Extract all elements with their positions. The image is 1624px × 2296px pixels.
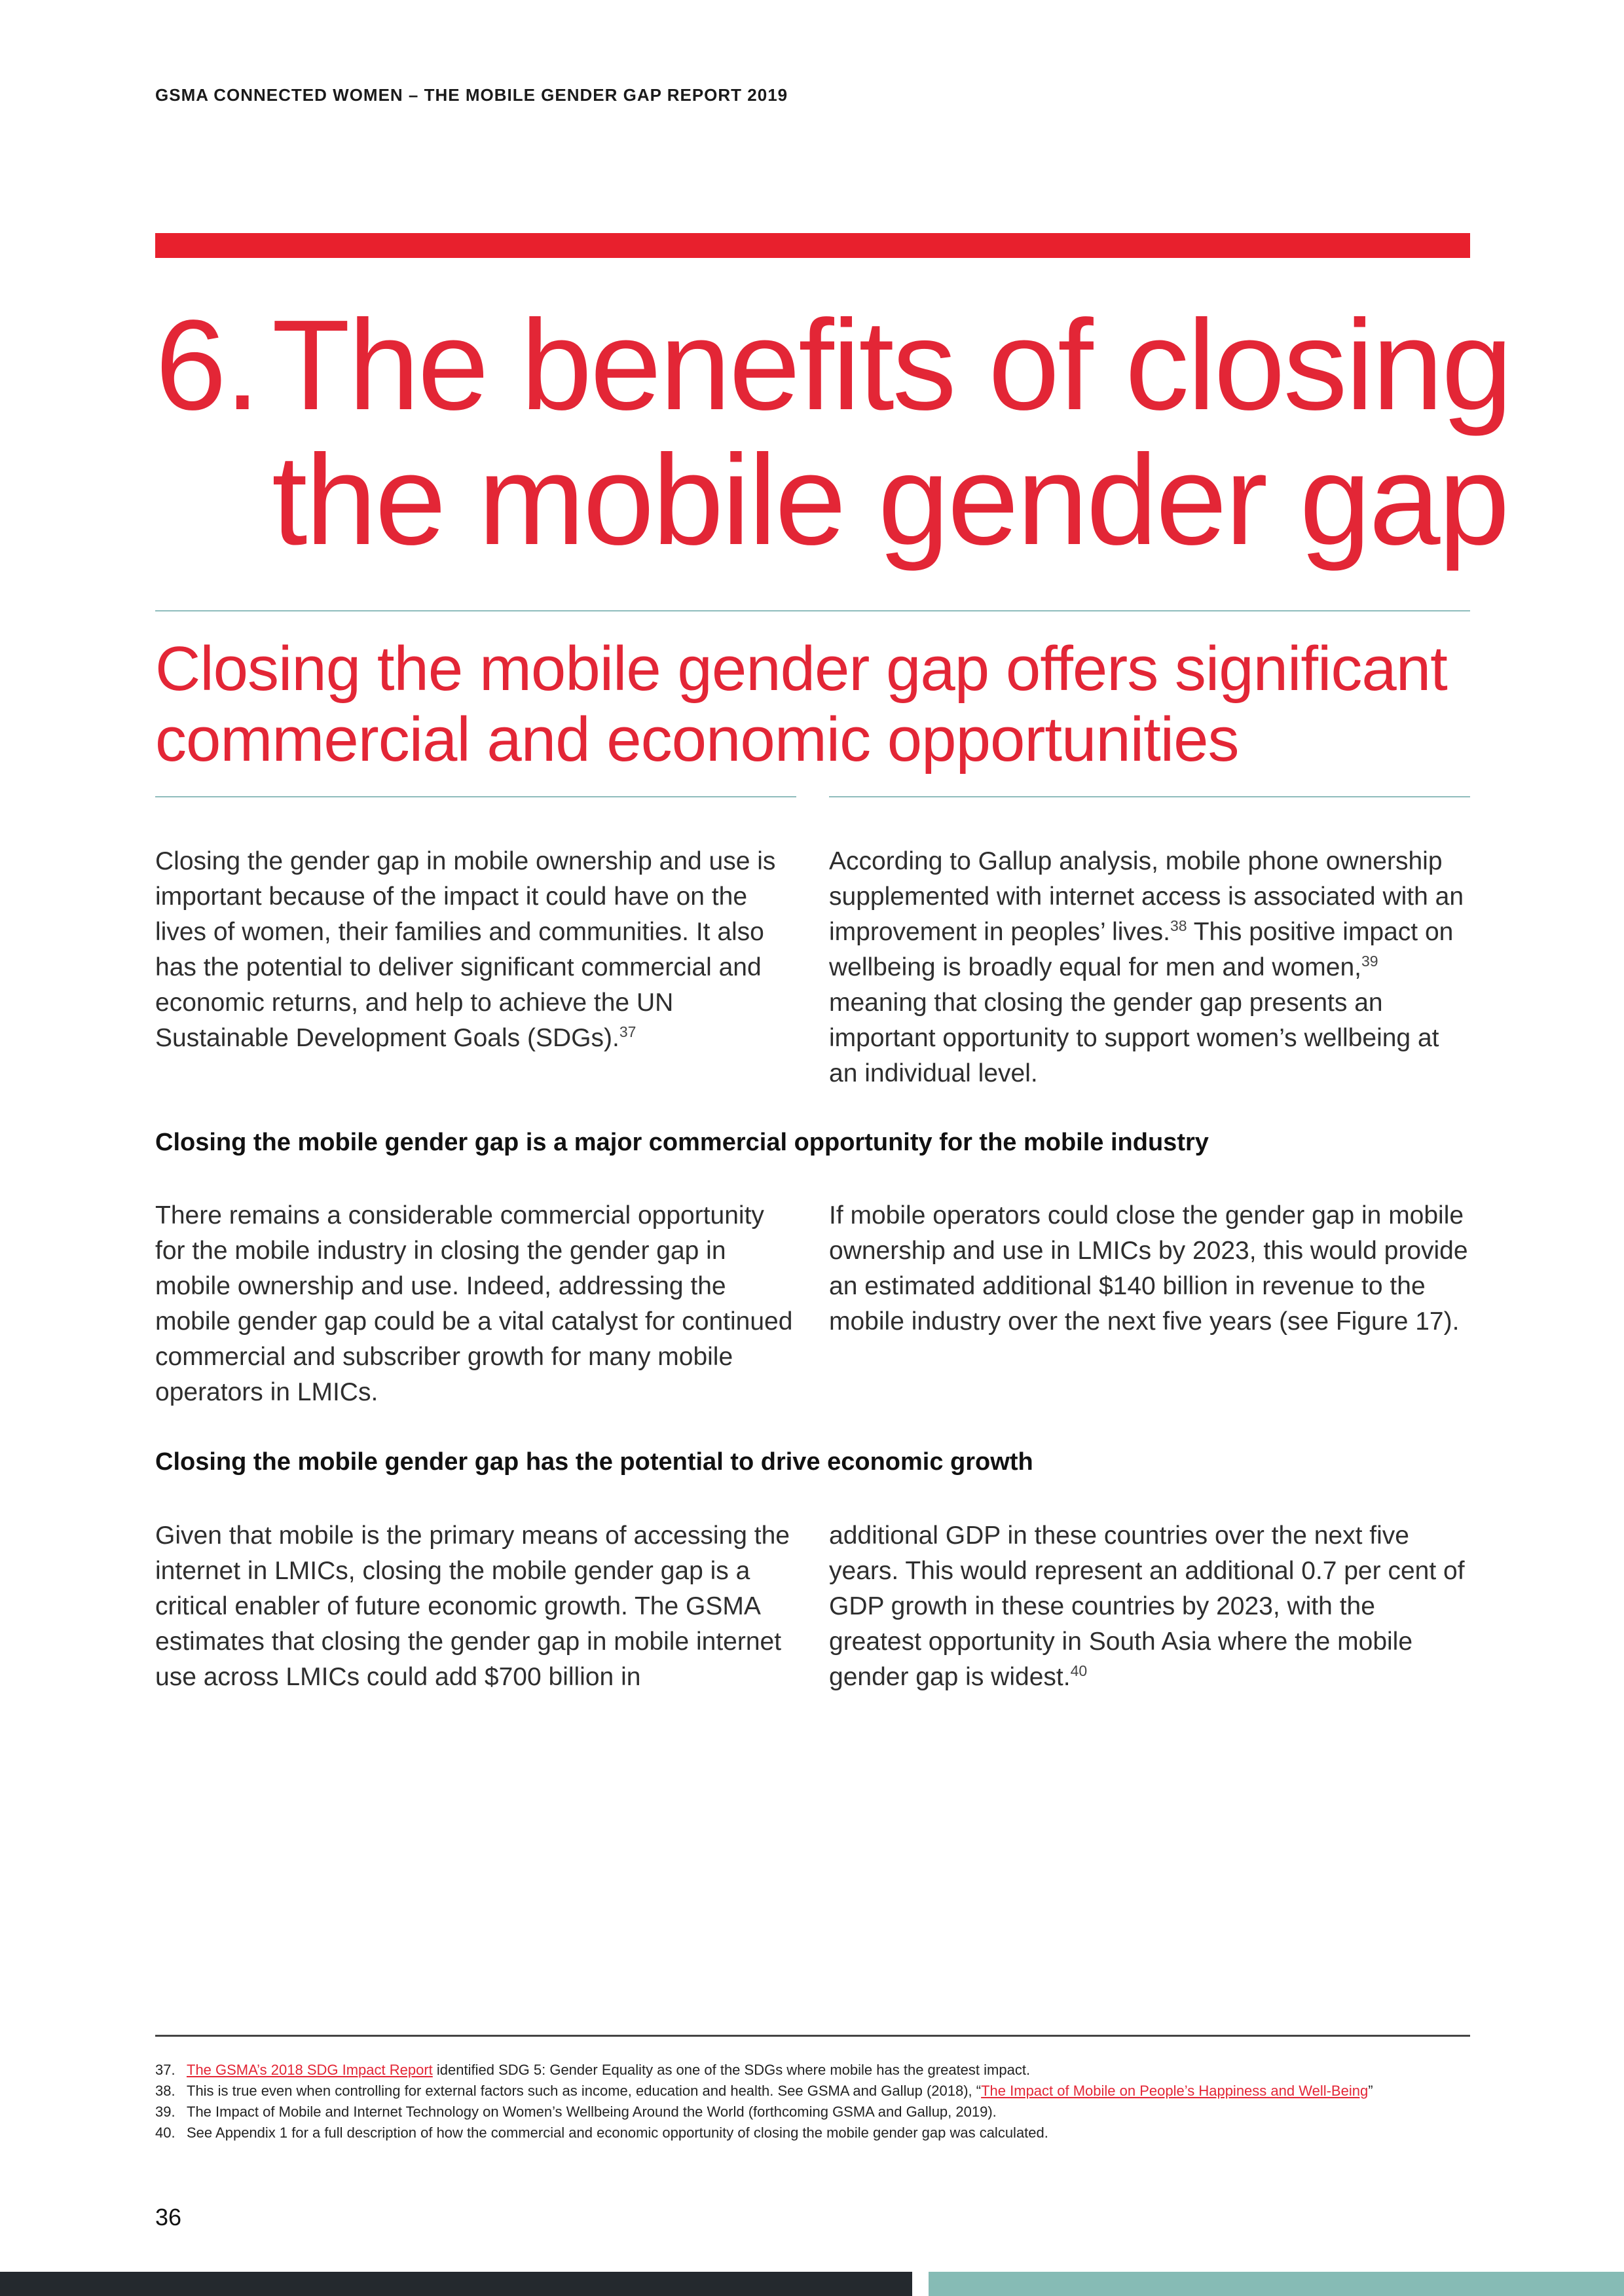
- footnote-text: identified SDG 5: Gender Equality as one of the SDGs where mobile has the greatest impact.: [432, 2062, 1031, 2078]
- intro-right-text-3: meaning that closing the gender gap presents an important opportunity to support women’s wellbeing at an individual level.: [829, 989, 1439, 1087]
- footnote-number: 37.: [155, 2062, 175, 2078]
- footnote-37: [155, 2060, 1491, 2081]
- footnote-ref-37[interactable]: 37: [619, 1023, 637, 1040]
- footnote-link-happiness-report[interactable]: The Impact of Mobile on People’s Happiness and Well-Being: [981, 2083, 1369, 2099]
- subtitle-top-rule: [155, 610, 1470, 611]
- footer-bar-dark: [0, 2272, 912, 2296]
- chapter-number: 6.: [155, 293, 259, 437]
- chapter-accent-bar: [155, 233, 1470, 258]
- footnote-text: The Impact of Mobile and Internet Technology on Women’s Wellbeing Around the World (forthcoming GSMA and Gallup, 2019).: [187, 2104, 997, 2120]
- intro-right-text-2: This positive impact on wellbeing is broadly equal for men and women,: [829, 918, 1454, 981]
- commercial-section-heading: Closing the mobile gender gap is a major commercial opportunity for the mobile industry: [155, 1129, 1209, 1156]
- footnote-text: This is true even when controlling for external factors such as income, education and health. See GSMA and Gallup (2018), “: [187, 2083, 982, 2099]
- economic-left-paragraph: Given that mobile is the primary means of accessing the internet in LMICs, closing the mobile gender gap is a critical enabler of future economic growth. The GSMA estimates that closing the gender gap in mobile internet use across LMICs could add $700 billion in: [155, 1522, 790, 1691]
- section-subtitle: [155, 634, 1485, 775]
- intro-left-paragraph: [155, 844, 797, 1056]
- intro-right-paragraph: [829, 844, 1471, 1091]
- subtitle-line-1: Closing the mobile gender gap offers significant: [155, 634, 1447, 704]
- economic-section-heading: Closing the mobile gender gap has the potential to drive economic growth: [155, 1448, 1033, 1476]
- commercial-right-paragraph: If mobile operators could close the gender gap in mobile ownership and use in LMICs by 2023, this would provide an estimated additional $140 billion in revenue to the mobile industry over the next five years (see Figure 17).: [829, 1201, 1468, 1336]
- footnotes: [155, 2060, 1491, 2143]
- page-number: 36: [155, 2204, 182, 2231]
- running-header: GSMA CONNECTED WOMEN – THE MOBILE GENDER GAP REPORT 2019: [155, 85, 788, 105]
- footnote-text-closing-quote: ”: [1368, 2083, 1373, 2099]
- footnote-number: 40.: [155, 2124, 175, 2141]
- footnote-40: [155, 2123, 1491, 2143]
- economic-right-text: additional GDP in these countries over the next five years. This would represent an additional 0.7 per cent of GDP growth in these countries by 2023, with the greatest opportunity in South Asia where the mobile gender gap is widest.: [829, 1522, 1465, 1691]
- chapter-title: [155, 293, 1511, 572]
- chapter-title-line-2: the mobile gender gap: [272, 428, 1508, 572]
- footnote-divider: [155, 2035, 1470, 2037]
- chapter-title-indent: [155, 433, 272, 568]
- economic-right-paragraph: [829, 1518, 1471, 1695]
- subtitle-bottom-rule-right: [829, 796, 1470, 797]
- footnote-39: [155, 2102, 1491, 2123]
- footnote-ref-40[interactable]: 40: [1070, 1662, 1088, 1679]
- footer-bar-teal: [929, 2272, 1624, 2296]
- commercial-left-paragraph: There remains a considerable commercial opportunity for the mobile industry in closing the gender gap in mobile ownership and use. Indeed, addressing the mobile gender gap could be a vital catalyst for continued commercial and subscriber growth for many mobile operators in LMICs.: [155, 1201, 793, 1406]
- subtitle-line-2: commercial and economic opportunities: [155, 704, 1239, 774]
- footnote-number: 38.: [155, 2083, 175, 2099]
- chapter-title-line-1: The benefits of closing: [272, 293, 1511, 437]
- footnote-ref-38[interactable]: 38: [1170, 917, 1187, 934]
- subtitle-bottom-rule-left: [155, 796, 796, 797]
- footnote-ref-39[interactable]: 39: [1361, 953, 1378, 970]
- footnote-link-sdg-impact-report[interactable]: The GSMA’s 2018 SDG Impact Report: [187, 2062, 433, 2078]
- footnote-text: See Appendix 1 for a full description of how the commercial and economic opportunity of closing the mobile gender gap was calculated.: [187, 2124, 1048, 2141]
- intro-right-text-1: According to Gallup analysis, mobile phone ownership supplemented with internet access is associated with an improvement in peoples’ lives.: [829, 847, 1464, 946]
- footnote-38: [155, 2081, 1491, 2102]
- intro-left-text: Closing the gender gap in mobile ownership and use is important because of the impact it could have on the lives of women, their families and communities. It also has the potential to deliver significant commercial and economic returns, and help to achieve the UN Sustainable Development Goals (SDGs).: [155, 847, 776, 1052]
- footnote-number: 39.: [155, 2104, 175, 2120]
